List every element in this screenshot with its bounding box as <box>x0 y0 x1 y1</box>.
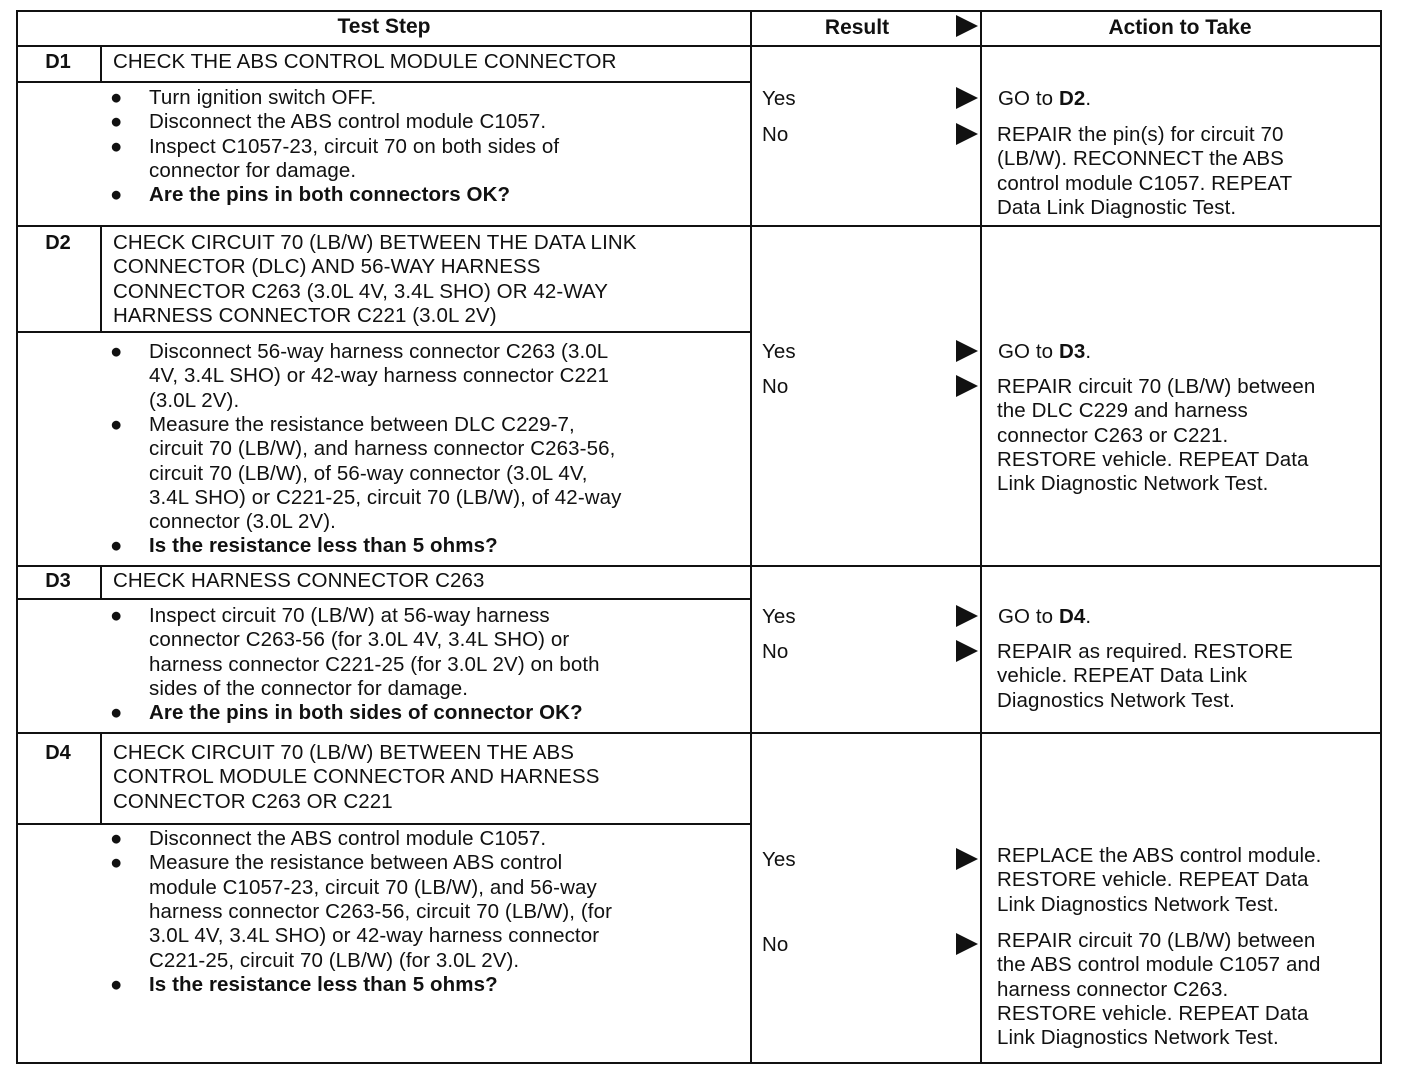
action-goto-prefix: GO to <box>998 340 1059 363</box>
rule-vertical <box>100 225 102 331</box>
rule-vertical <box>980 10 982 1064</box>
bullet-icon: ● <box>110 183 123 207</box>
result-no: No <box>762 933 789 956</box>
rule-vertical <box>1380 10 1382 1064</box>
step-title-line: CHECK CIRCUIT 70 (LB/W) BETWEEN THE ABS <box>113 741 575 764</box>
step-instruction: connector C263-56 (for 3.0L 4V, 3.4L SHO) or <box>149 628 570 652</box>
step-title-line: CONNECTOR (DLC) AND 56-WAY HARNESS <box>113 255 541 279</box>
action-line: REPLACE the ABS control module. <box>997 844 1322 867</box>
action-line: Link Diagnostics Network Test. <box>997 892 1279 916</box>
result-no: No <box>762 123 789 146</box>
step-title-line: CHECK THE ABS CONTROL MODULE CONNECTOR <box>113 50 617 73</box>
action-goto-prefix: GO to <box>998 605 1059 628</box>
action-goto[interactable] <box>998 605 1091 629</box>
step-instruction: Disconnect the ABS control module C1057. <box>149 110 547 134</box>
bullet-icon: ● <box>110 851 123 875</box>
step-instruction: Measure the resistance between ABS control <box>149 851 563 875</box>
rule-vertical <box>100 46 102 81</box>
action-goto[interactable] <box>998 340 1091 364</box>
bullet-icon: ● <box>110 604 123 627</box>
step-instruction: Measure the resistance between DLC C229-7, <box>149 412 575 436</box>
action-goto-step[interactable]: D3 <box>1058 340 1086 363</box>
step-instruction: connector for damage. <box>149 158 357 182</box>
bullet-icon: ● <box>110 86 123 109</box>
action-goto[interactable] <box>998 87 1091 111</box>
arrow-icon <box>956 87 978 109</box>
arrow-icon <box>956 933 978 955</box>
rule-horizontal <box>16 732 1380 734</box>
action-goto-suffix: . <box>1085 87 1092 110</box>
step-id: D3 <box>45 570 71 592</box>
action-line: REPAIR as required. RESTORE <box>997 640 1293 663</box>
step-instruction: harness connector C263-56, circuit 70 (LB/W), (for <box>149 899 613 923</box>
header-result: Result <box>824 16 890 39</box>
step-id: D1 <box>45 51 71 73</box>
rule-horizontal <box>16 331 750 333</box>
step-instruction: (3.0L 2V). <box>149 388 240 412</box>
rule-horizontal <box>16 81 750 83</box>
header-action: Action to Take <box>1108 16 1252 39</box>
step-instruction: Turn ignition switch OFF. <box>149 86 377 109</box>
action-line: RESTORE vehicle. REPEAT Data <box>997 447 1309 471</box>
rule-horizontal <box>16 10 1380 12</box>
action-goto-suffix: . <box>1085 340 1092 363</box>
step-title-line: CONTROL MODULE CONNECTOR AND HARNESS <box>113 765 600 789</box>
bullet-icon: ● <box>110 701 123 725</box>
action-line: vehicle. REPEAT Data Link <box>997 664 1248 688</box>
bullet-icon: ● <box>110 412 123 436</box>
step-instruction: connector (3.0L 2V). <box>149 510 336 534</box>
step-title-line: CHECK HARNESS CONNECTOR C263 <box>113 569 485 592</box>
step-question: Are the pins in both sides of connector OK? <box>149 701 583 725</box>
rule-horizontal <box>16 1062 1380 1064</box>
bullet-icon: ● <box>110 134 123 158</box>
result-yes: Yes <box>762 87 796 110</box>
rule-vertical <box>100 565 102 598</box>
step-title-line: CONNECTOR C263 (3.0L 4V, 3.4L SHO) OR 42-WAY <box>113 279 609 303</box>
result-yes: Yes <box>762 605 796 628</box>
rule-vertical <box>750 10 752 1064</box>
step-instruction: Disconnect the ABS control module C1057. <box>149 827 547 850</box>
action-line: connector C263 or C221. <box>997 423 1229 447</box>
step-title-line: CHECK CIRCUIT 70 (LB/W) BETWEEN THE DATA LINK <box>113 231 637 254</box>
step-instruction: circuit 70 (LB/W), of 56-way connector (3.0L 4V, <box>149 461 588 485</box>
action-line: Data Link Diagnostic Test. <box>997 195 1237 219</box>
action-line: Link Diagnostic Network Test. <box>997 472 1269 496</box>
action-line: REPAIR the pin(s) for circuit 70 <box>997 123 1284 146</box>
bullet-icon: ● <box>110 827 123 850</box>
result-no: No <box>762 375 789 398</box>
arrow-icon <box>956 123 978 145</box>
action-line: RESTORE vehicle. REPEAT Data <box>997 868 1309 892</box>
header-test-step: Test Step <box>337 15 431 38</box>
rule-horizontal <box>16 45 1380 47</box>
action-line: RESTORE vehicle. REPEAT Data <box>997 1001 1309 1025</box>
step-instruction: Inspect C1057-23, circuit 70 on both sides of <box>149 134 560 158</box>
action-goto-prefix: GO to <box>998 87 1059 110</box>
rule-vertical <box>100 732 102 823</box>
action-line: Link Diagnostics Network Test. <box>997 1026 1279 1050</box>
result-yes: Yes <box>762 848 796 871</box>
step-id: D4 <box>45 742 71 764</box>
rule-horizontal <box>16 823 750 825</box>
action-line: (LB/W). RECONNECT the ABS <box>997 147 1284 171</box>
rule-vertical <box>16 10 18 1064</box>
arrow-icon <box>956 340 978 362</box>
result-no: No <box>762 640 789 663</box>
step-instruction: sides of the connector for damage. <box>149 676 469 700</box>
step-instruction: module C1057-23, circuit 70 (LB/W), and 56-way <box>149 875 597 899</box>
step-instruction: Inspect circuit 70 (LB/W) at 56-way harness <box>149 604 550 627</box>
step-question: Is the resistance less than 5 ohms? <box>149 534 498 558</box>
step-id: D2 <box>45 232 71 254</box>
bullet-icon: ● <box>110 110 123 134</box>
step-question: Is the resistance less than 5 ohms? <box>149 972 498 996</box>
step-instruction: Disconnect 56-way harness connector C263 (3.0L <box>149 340 609 363</box>
step-title-line: HARNESS CONNECTOR C221 (3.0L 2V) <box>113 303 497 327</box>
bullet-icon: ● <box>110 534 123 558</box>
action-line: Diagnostics Network Test. <box>997 688 1235 712</box>
arrow-icon <box>956 605 978 627</box>
action-line: the DLC C229 and harness <box>997 399 1248 423</box>
action-line: REPAIR circuit 70 (LB/W) between <box>997 929 1316 952</box>
bullet-icon: ● <box>110 340 123 363</box>
step-instruction: C221-25, circuit 70 (LB/W) (for 3.0L 2V). <box>149 948 520 972</box>
step-instruction: harness connector C221-25 (for 3.0L 2V) on both <box>149 652 600 676</box>
step-instruction: circuit 70 (LB/W), and harness connector C263-56, <box>149 437 616 461</box>
action-line: harness connector C263. <box>997 977 1229 1001</box>
step-question: Are the pins in both connectors OK? <box>149 183 511 207</box>
step-instruction: 4V, 3.4L SHO) or 42-way harness connector C221 <box>149 364 610 388</box>
action-goto-step[interactable]: D4 <box>1058 605 1086 628</box>
rule-horizontal <box>16 598 750 600</box>
action-line: the ABS control module C1057 and <box>997 953 1321 977</box>
action-line: control module C1057. REPEAT <box>997 171 1293 195</box>
action-goto-suffix: . <box>1085 605 1092 628</box>
arrow-icon <box>956 375 978 397</box>
action-line: REPAIR circuit 70 (LB/W) between <box>997 375 1316 398</box>
rule-horizontal <box>16 225 1380 227</box>
arrow-icon <box>956 848 978 870</box>
arrow-icon <box>956 640 978 662</box>
bullet-icon: ● <box>110 972 123 996</box>
header-arrow-icon <box>956 15 978 37</box>
step-instruction: 3.0L 4V, 3.4L SHO) or 42-way harness connector <box>149 924 600 948</box>
step-title-line: CONNECTOR C263 OR C221 <box>113 789 393 813</box>
result-yes: Yes <box>762 340 796 363</box>
step-instruction: 3.4L SHO) or C221-25, circuit 70 (LB/W), of 42-way <box>149 485 622 509</box>
rule-horizontal <box>16 565 1380 567</box>
action-goto-step[interactable]: D2 <box>1058 87 1086 110</box>
